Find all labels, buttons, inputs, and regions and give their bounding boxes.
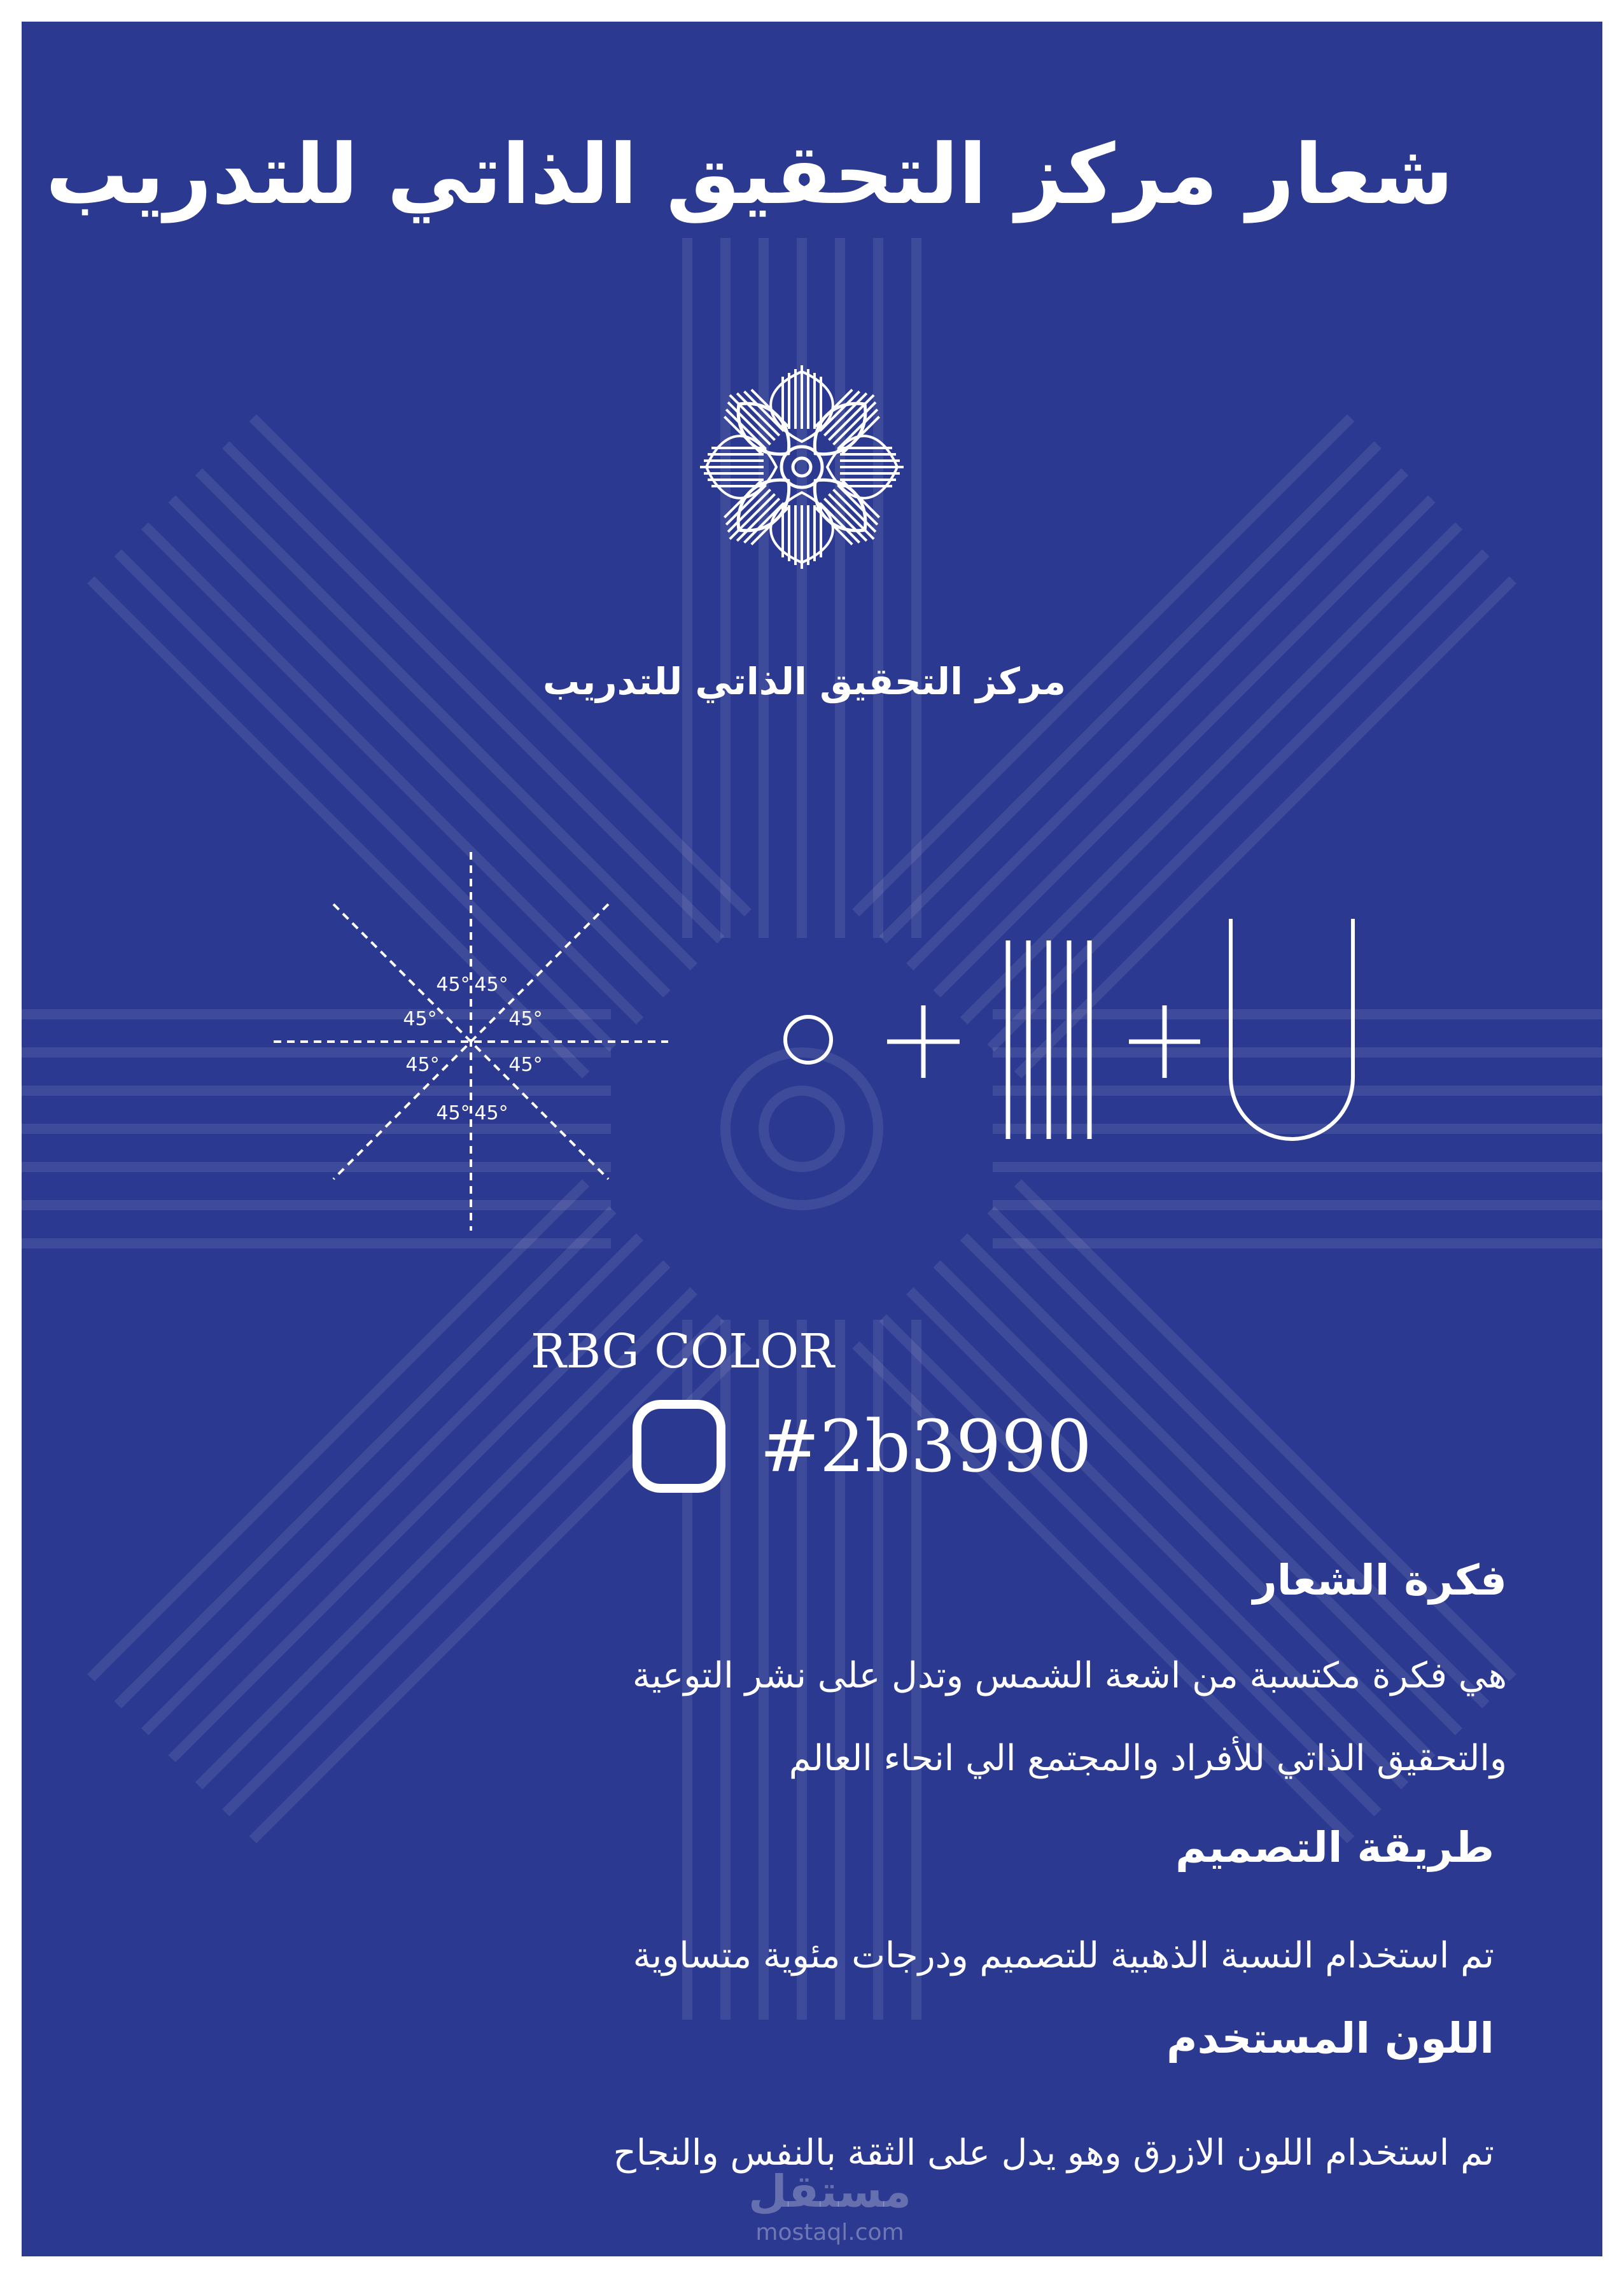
angle-label: 45° xyxy=(436,1102,470,1124)
method-text: تم استخدام النسبة الذهبية للتصميم ودرجات مئوية متساوية xyxy=(633,1935,1494,1976)
watermark-logo: مستقل xyxy=(748,2165,911,2218)
angle-label: 45° xyxy=(405,1054,440,1076)
u-shape-icon xyxy=(1231,919,1353,1139)
circle-icon xyxy=(785,1017,831,1063)
poster xyxy=(22,22,1602,2256)
color-swatch xyxy=(633,1400,725,1493)
angle-label: 45° xyxy=(403,1008,437,1030)
angle-guide-icon xyxy=(274,852,668,1231)
color-text: تم استخدام اللون الازرق وهو يدل على الثقة بالنفس والنجاح xyxy=(613,2132,1494,2174)
color-spec-heading: RBG COLOR xyxy=(531,1324,834,1379)
idea-text-line: والتحقيق الذاتي للأفراد والمجتمع الي انحاء العالم xyxy=(788,1738,1507,1779)
color-heading: اللون المستخدم xyxy=(1166,2014,1494,2063)
construction-diagram xyxy=(22,22,1602,2256)
method-heading: طريقة التصميم xyxy=(1175,1823,1494,1872)
vertical-lines-icon xyxy=(1008,940,1089,1139)
idea-heading: فكرة الشعار xyxy=(1252,1556,1507,1605)
color-hex-code: #2b3990 xyxy=(760,1406,1092,1488)
angle-label: 45° xyxy=(508,1008,543,1030)
watermark-domain: mostaql.com xyxy=(755,2219,904,2246)
idea-text-line: هي فكرة مكتسبة من اشعة الشمس وتدل على نشر التوعية xyxy=(632,1655,1507,1696)
logo-name: مركز التحقيق الذاتي للتدريب xyxy=(543,660,1066,703)
plus-icon xyxy=(1129,1005,1200,1078)
angle-label: 45° xyxy=(474,974,508,996)
angle-label: 45° xyxy=(436,974,470,996)
plus-icon xyxy=(887,1005,960,1078)
angle-label: 45° xyxy=(474,1102,508,1124)
angle-label: 45° xyxy=(508,1054,543,1076)
poster-title: شعار مركز التحقيق الذاتي للتدريب xyxy=(45,126,1453,223)
